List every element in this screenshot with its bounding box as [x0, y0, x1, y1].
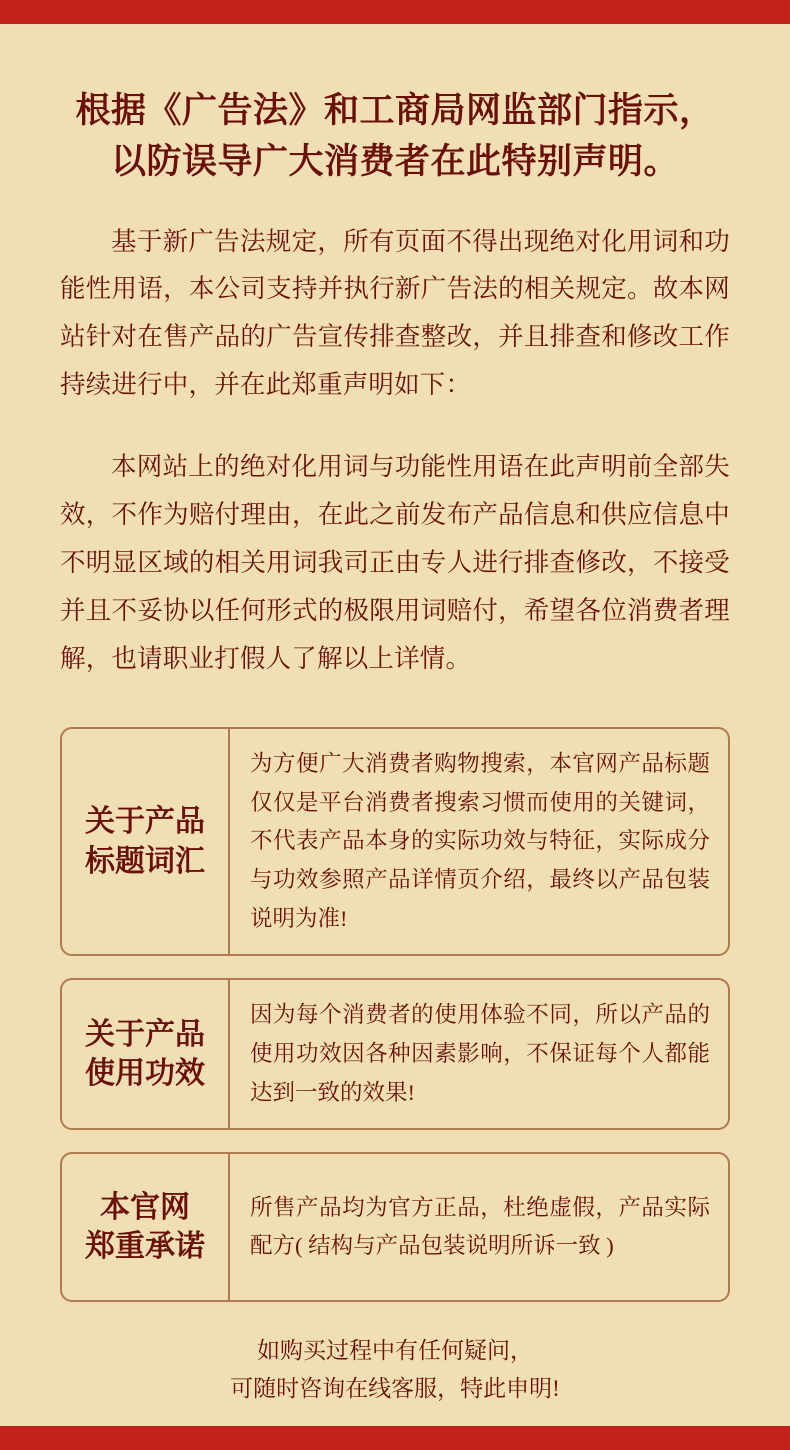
page-title-line1: 根据《广告法》和工商局网监部门指示，	[75, 91, 715, 130]
declaration-paper	[0, 24, 790, 1426]
statement-card-title-line1: 本官网	[100, 1190, 190, 1224]
statement-card-title	[62, 729, 230, 954]
statement-cards	[60, 727, 730, 1303]
statement-card-product-title	[60, 727, 730, 956]
footer-note-line1: 如购买过程中有任何疑问，	[257, 1338, 533, 1364]
declaration-paragraph-1: 基于新广告法规定，所有页面不得出现绝对化用词和功能性用语，本公司支持并执行新广告法的相关规定。故本网站针对在售产品的广告宣传排查整改，并且排查和修改工作持续进行中，并在此郑重声明如下：	[60, 226, 730, 400]
footer-note	[60, 1332, 730, 1407]
page-title	[60, 86, 730, 188]
statement-card-body: 所售产品均为官方正品，杜绝虚假，产品实际配方( 结构与产品包装说明所诉一致 )	[250, 1194, 710, 1259]
statement-card-title-line2: 使用功效	[85, 1057, 205, 1091]
declaration-paragraph-2: 本网站上的绝对化用词与功能性用语在此声明前全部失效，不作为赔付理由，在此之前发布产品信息和供应信息中不明显区域的相关用词我司正由专人进行排查修改，不接受并且不妥协以任何形式的极限用词赔付，希望各位消费者理解，也请职业打假人了解以上详情。	[60, 452, 730, 673]
statement-card-official-promise	[60, 1152, 730, 1302]
statement-card-title-line2: 标题词汇	[85, 844, 205, 878]
statement-card-body: 因为每个消费者的使用体验不同，所以产品的使用功效因各种因素影响，不保证每个人都能达到一致的效果!	[250, 1002, 710, 1105]
statement-card-title-line2: 郑重承诺	[85, 1230, 205, 1264]
footer-note-line2: 可随时咨询在线客服，特此申明!	[230, 1375, 560, 1401]
statement-card-title	[62, 980, 230, 1128]
statement-card-body: 为方便广大消费者购物搜索，本官网产品标题仅仅是平台消费者搜索习惯而使用的关键词，不代表产品本身的实际功效与特征，实际成分与功效参照产品详情页介绍，最终以产品包装说明为准!	[250, 750, 710, 931]
statement-card-title-line1: 关于产品	[85, 1017, 205, 1051]
page-title-line2: 以防误导广大消费者在此特别声明。	[110, 141, 679, 181]
statement-card-title	[62, 1154, 230, 1300]
statement-card-product-efficacy	[60, 978, 730, 1130]
statement-card-title-line1: 关于产品	[85, 805, 205, 839]
